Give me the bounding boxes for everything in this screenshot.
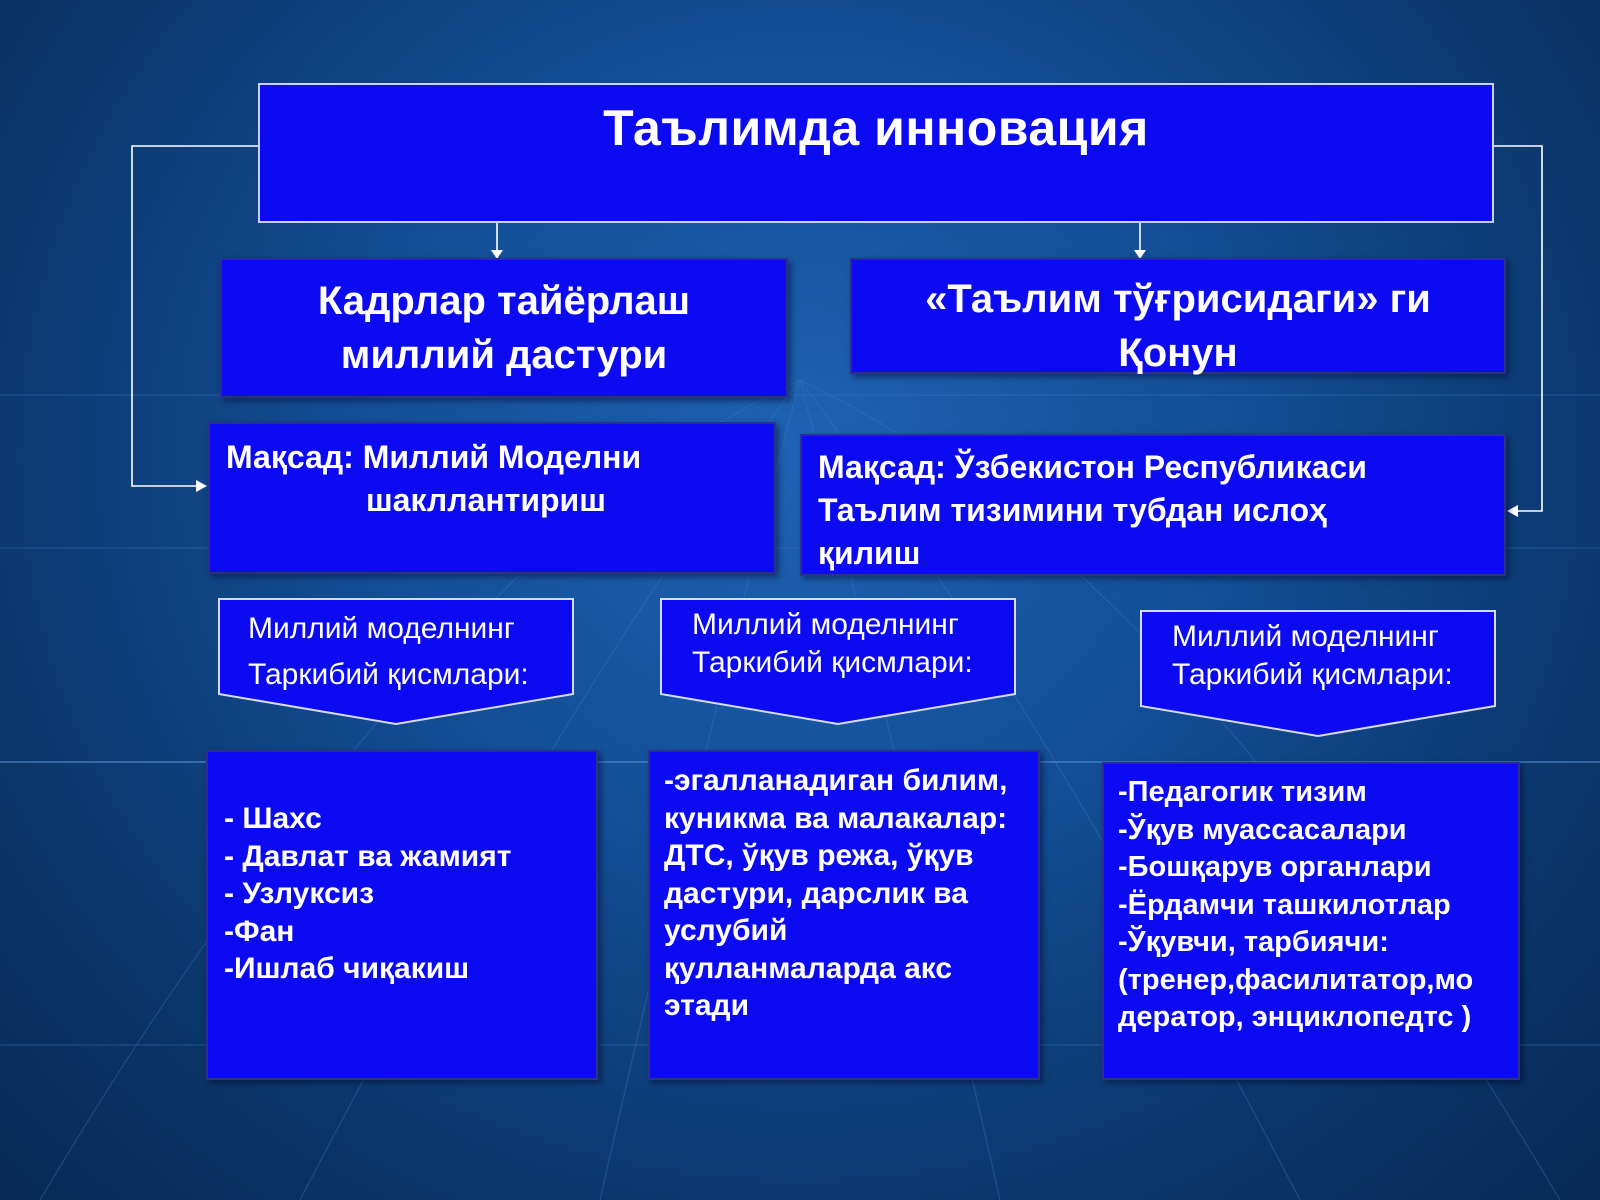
component-arrow-3-line1: Миллий моделнинг xyxy=(1172,620,1439,653)
education-law-line1: «Таълим тўғрисидаги» ги xyxy=(925,277,1431,321)
arrowhead-goal-right xyxy=(1507,505,1518,517)
education-law-box xyxy=(850,258,1506,374)
diagram-title: Таълимда инновация xyxy=(603,100,1149,156)
component-arrow-2 xyxy=(660,598,1016,728)
kadr-program-line2: миллий дастури xyxy=(340,333,668,377)
list-item: -Ёрдамчи ташкилотлар xyxy=(1118,888,1451,921)
list-item: ДТС, ўқув режа, ўқув xyxy=(664,839,974,872)
component-arrow-1-line1: Миллий моделнинг xyxy=(248,612,515,645)
list-item: дератор, энциклопедтс ) xyxy=(1118,1001,1472,1033)
component-arrow-3-line2: Таркибий қисмлари: xyxy=(1172,658,1453,691)
component-arrow-3 xyxy=(1140,610,1496,740)
education-law-line2: Қонун xyxy=(1118,331,1238,375)
kadr-program-line1: Кадрлар тайёрлаш xyxy=(317,279,691,323)
list-item: - Давлат ва жамият xyxy=(224,839,512,873)
list-item: -эгалланадиган билим, xyxy=(664,764,1008,797)
list-item: куникма ва малакалар: xyxy=(664,801,1008,835)
goal-right-line3: қилиш xyxy=(818,535,921,571)
components-list-1 xyxy=(206,750,598,1080)
list-item: -Ишлаб чиқакиш xyxy=(224,952,470,985)
kadr-program-box xyxy=(220,258,788,398)
goal-right-line2: Таълим тизимини тубдан ислоҳ xyxy=(818,492,1327,528)
list-item: - Узлуксиз xyxy=(224,877,375,910)
list-item: -Ўқув муассасалари xyxy=(1118,813,1407,846)
title-box xyxy=(258,83,1494,223)
list-item: қулланмаларда акс xyxy=(664,951,953,985)
list-item: -Фан xyxy=(224,914,295,948)
component-arrow-1-line2: Таркибий қисмлари: xyxy=(248,658,529,691)
list-item: - Шахс xyxy=(224,802,322,835)
list-item: услубий xyxy=(664,914,788,947)
list-item: -Педагогик тизим xyxy=(1118,776,1367,808)
goal-left-line1: Мақсад: Миллий Моделни xyxy=(226,439,642,475)
list-item: -Ўқувчи, тарбиячи: xyxy=(1118,926,1389,958)
goal-left-line2: шакллантириш xyxy=(366,482,606,518)
list-item: -Бошқарув органлари xyxy=(1118,851,1432,883)
list-item: (тренер,фасилитатор,мо xyxy=(1118,963,1474,996)
list-item: этади xyxy=(664,989,750,1022)
component-arrow-2-line1: Миллий моделнинг xyxy=(692,608,959,641)
component-arrow-2-line2: Таркибий қисмлари: xyxy=(692,646,973,679)
components-list-3 xyxy=(1102,762,1520,1080)
list-item: дастури, дарслик ва xyxy=(664,876,968,910)
components-list-2 xyxy=(648,750,1040,1080)
component-arrow-1 xyxy=(218,598,574,728)
goal-right-line1: Мақсад: Ўзбекистон Республикаси xyxy=(818,449,1367,485)
arrowhead-goal-left xyxy=(196,480,207,492)
goal-right-box xyxy=(800,434,1506,576)
goal-left-box xyxy=(208,422,776,574)
